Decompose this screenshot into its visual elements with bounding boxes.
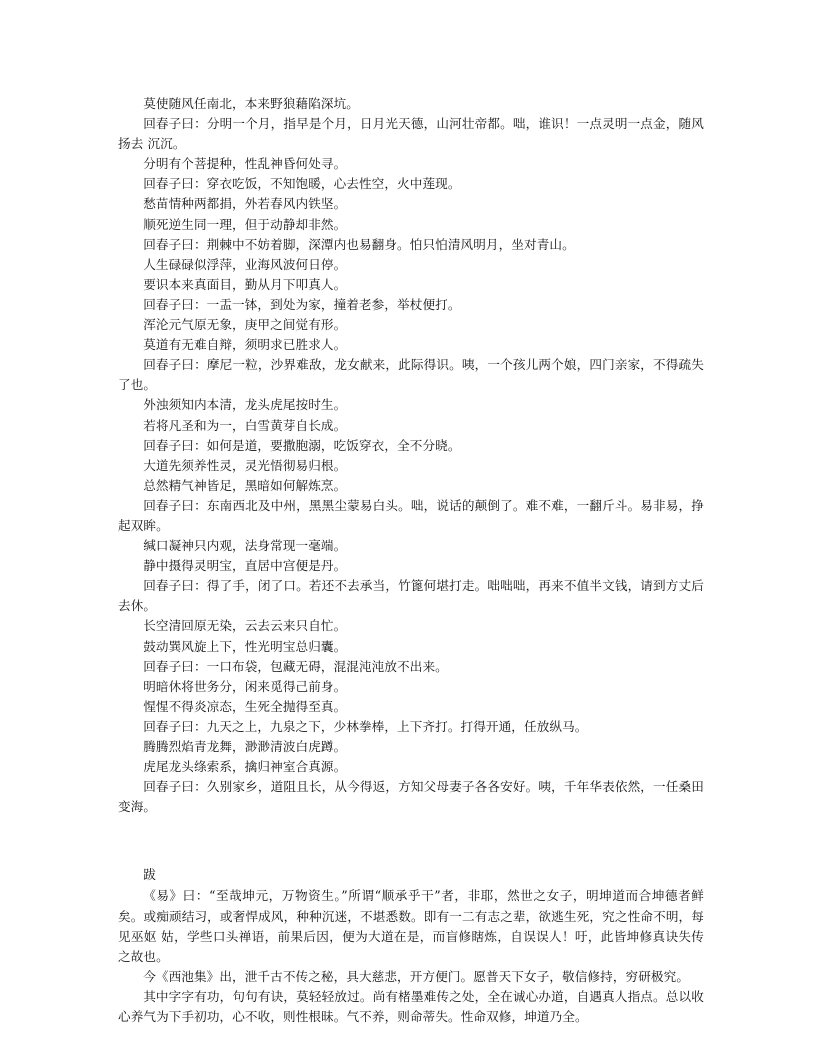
paragraph: 长空清回原无染，云去云来只自忙。 — [143, 618, 347, 634]
postscript-heading: 跋 — [143, 867, 156, 883]
paragraph: 静中摄得灵明宝，直居中宫便是丹。 — [143, 558, 347, 574]
paragraph: 浑沦元气原无象，庚甲之间觉有形。 — [143, 317, 347, 333]
section-spacer — [118, 817, 704, 865]
postscript-section — [118, 865, 704, 1027]
main-text-section — [118, 94, 704, 817]
paragraph: 回春子曰：穿衣吃饭，不知饱暖，心去性空，火中莲现。 — [143, 176, 461, 192]
paragraph: 腾腾烈焰青龙舞，渺渺清波白虎蹲。 — [143, 739, 347, 754]
paragraph: 分明有个菩提种，性乱神昏何处寻。 — [143, 156, 347, 172]
paragraph: 回春子曰：东南西北及中州，黑黑尘蒙易白头。咄，说话的颠倒了。难不难，一翻斤斗。易非易，挣起双眸。 — [118, 497, 704, 533]
paragraph: 人生碌碌似浮萍，业海风波何日停。 — [143, 256, 347, 272]
paragraph: 鼓动巽风旋上下，性光明宝总归囊。 — [143, 638, 347, 654]
paragraph: 回春子曰：分明一个月，指早是个月，日月光天德，山河壮帝都。咄，谁识！一点灵明一点金，随风扬去 沉沉。 — [118, 116, 704, 152]
paragraph: 回春子曰：得了手，闭了口。若还不去承当，竹篦何堪打走。咄咄咄，再来不值半文钱，请到方丈后去休。 — [118, 578, 704, 614]
paragraph: 大道先须养性灵，灵光悟彻易归根。 — [143, 457, 347, 473]
paragraph: 《易》曰：“至哉坤元，万物资生。”所谓“顺承乎干”者，非耶，然世之女子，明坤道而合坤德者鲜矣。或痴顽结习，或奢悍成风，种种沉迷，不堪悉数。即有一二有志之辈，欲逃生死，究之性命不明，每见巫妪 姑，学些口头禅语，前果后因，便为大道在是，而盲修瞎炼，自误误人！吁，此皆坤修真诀失传之故也。 — [118, 888, 704, 964]
paragraph: 愁苗情种两都捐，外若春风内铁坚。 — [143, 196, 347, 212]
paragraph: 回春子曰：一口布袋，包藏无碍，混混沌沌放不出来。 — [143, 658, 448, 674]
paragraph: 缄口凝神只内观，法身常现一毫端。 — [143, 538, 347, 554]
paragraph: 顺死逆生同一理，但于动静却非然。 — [143, 216, 347, 232]
paragraph: 要识本来真面目，勤从月下叩真人。 — [143, 276, 347, 292]
paragraph: 回春子曰：九天之上，九泉之下，少林拳棒，上下齐打。打得开通，任放纵马。 — [143, 718, 588, 734]
paragraph: 回春子曰：摩尼一粒，沙界难敌，龙女献来，此际得识。咦，一个孩儿两个娘，四门亲家，不得疏失了也。 — [118, 357, 704, 393]
paragraph: 明暗休将世务分，闲来觅得己前身。 — [143, 678, 347, 694]
paragraph: 回春子曰：如何是道，要撒胞溺，吃饭穿衣，全不分晓。 — [143, 437, 461, 453]
paragraph: 其中字字有功，句句有诀，莫轻轻放过。尚有楮墨难传之处，全在诚心办道，自遇真人指点。总以收心养气为下手初功，心不收，则性根昧。气不养，则命蒂失。性命双修，坤道乃全。 — [118, 988, 704, 1025]
paragraph: 莫使随风任南北，本来野狼藉陷深坑。 — [143, 96, 359, 111]
paragraph: 今《西池集》出，泄千古不传之秘，具大慈悲，开方便门。愿普天下女子，敬信修持，穷研极究。 — [143, 968, 690, 984]
paragraph: 总然精气神皆足，黑暗如何解炼烹。 — [143, 477, 347, 493]
paragraph: 外浊须知内本清，龙头虎尾按时生。 — [143, 397, 347, 413]
paragraph: 回春子曰：荆棘中不妨着脚，深潭内也易翻身。怕只怕清风明月，坐对青山。 — [143, 236, 575, 252]
paragraph: 莫道有无难自辩，须明求已胜求人。 — [143, 337, 347, 353]
paragraph: 虎尾龙头绦索系，擒归神室合真源。 — [143, 759, 347, 775]
paragraph: 回春子曰：久别家乡，道阻且长，从今得返，方知父母妻子各各安好。咦，千年华表依然，一任桑田变海。 — [118, 779, 704, 815]
paragraph: 惺惺不得炎凉态，生死全抛得至真。 — [143, 698, 347, 714]
paragraph: 若将凡圣和为一，白雪黄芽自长成。 — [143, 417, 347, 433]
paragraph: 回春子曰：一盂一钵，到处为家，撞着老参，举杖便打。 — [143, 296, 461, 312]
